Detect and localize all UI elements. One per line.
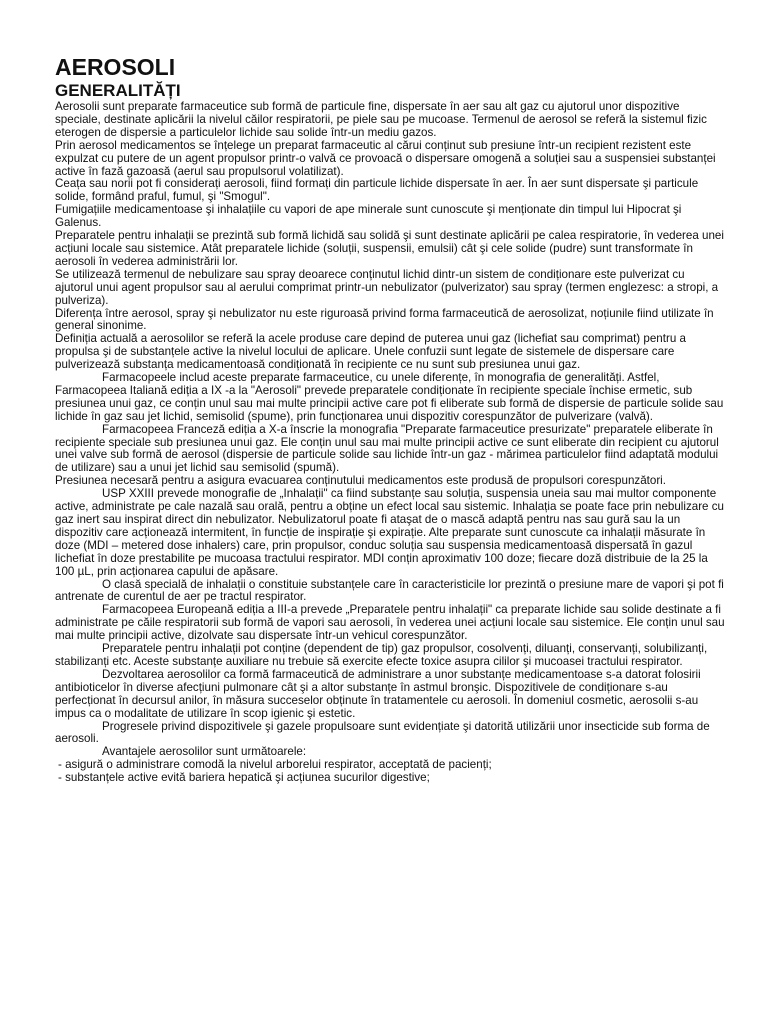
document-page — [55, 54, 725, 785]
paragraph: Farmacopeea Franceză ediția a X-a înscrie la monografia "Preparate farmaceutice presurizate" preparatele eliberate în recipiente speciale sub presiunea unui gaz. Ele conțin unul sau mai multe principii active ce sunt eliberate din recipient cu ajutorul unei valve sub formă de aerosol (dispersie de particule solide sau lichide într-un gaz - mărimea particulelor fiind adaptată modului de utilizare) sau a unui jet lichid sau semisolid (spumă). — [55, 422, 719, 475]
paragraph: Progresele privind dispozitivele şi gazele propulsoare sunt evidențiate şi datorită utilizării unor insecticide sub forma de aerosoli. — [55, 719, 710, 746]
paragraph: Aerosolii sunt preparate farmaceutice sub formă de particule fine, dispersate în aer sau alt gaz cu ajutorul unor dispozitive speciale, destinate aplicării la nivelul căilor respiratorii, pe piele sau pe mucoase. Termenul de aerosol se referă la sistemul fizic eterogen de dispersie a particulelor lichide sau solide într-un mediu gazos. — [55, 100, 707, 139]
document-body — [55, 101, 725, 785]
paragraph: Fumigațiile medicamentoase şi inhalațiile cu vapori de ape minerale sunt cunoscute şi menționate din timpul lui Hipocrat şi Galenus. — [55, 203, 682, 230]
document-title: AEROSOLI — [55, 54, 176, 80]
paragraph: Diferența între aerosol, spray şi nebulizator nu este riguroasă privind forma farmaceutică de aerosolizat, noțiunile fiind utilizate în general sinonime. — [55, 306, 714, 333]
paragraph: USP XXIII prevede monografie de „Inhalații" ca fiind substanțe sau soluția, suspensia uneia sau mai multor componente active, administrate pe cale nazală sau orală, pentru a obține un efect local sau sistemic. Inhalația se poate face prin nebulizare cu gaz inert sau inspirat direct din nebulizator. Nebulizatorul poate fi ataşat de o mască adaptă pentru nas sau gură sau la un dispozitiv care acționează intermitent, în funcție de inspirație şi expirație. Alte preparate sunt cunoscute ca inhalații măsurate în doze (MDI – metered dose inhalers) care, prin propulsor, conduc soluția sau suspensia medicamentoasă dispersată în gazul lichefiat în doze prestabilite pe mucoasa tractului respirator. MDI conțin aproximativ 100 doze; fiecare doză distribuie de la 25 la 100 µL, prin acționarea capului de apăsare. — [55, 487, 724, 578]
list-item: - asigură o administrare comodă la nivelul arborelui respirator, acceptată de pacienți; — [58, 758, 492, 772]
paragraph: Farmacopeea Europeană ediția a III-a prevede „Preparatele pentru inhalații" ca preparate lichide sau solide destinate a fi administrate pe căile respiratorii sub formă de vapori sau aerosoli, în vederea unei acțiuni locale sau sistemice. Ele conțin unul sau mai multe principii active, dizolvate sau dispersate într-un vehicul corespunzător. — [55, 603, 725, 643]
section-heading: GENERALITĂȚI — [55, 81, 181, 100]
paragraph: Se utilizează termenul de nebulizare sau spray deoarece conținutul lichid dintr-un sistem de condiționare este pulverizat cu ajutorul unui agent propulsor sau al aerului comprimat printr-un nebulizator (pulverizator) sau spray (termen englezesc: a stropi, a pulveriza). — [55, 267, 719, 307]
paragraph: Preparatele pentru inhalații se prezintă sub formă lichidă sau solidă şi sunt destinate aplicării pe calea respiratorie, în vederea unei acțiuni locale sau sistemice. Atât preparatele lichide (soluții, suspensii, emulsii) cât şi cele solide (pudre) sunt transformate în aerosoli în vederea administrării lor. — [55, 229, 724, 268]
paragraph: Preparatele pentru inhalații pot conține (dependent de tip) gaz propulsor, cosolvenți, diluanți, conservanți, solubilizanți, stabilizanți etc. Aceste substanțe auxiliare nu trebuie să exercite efecte toxice asupra cililor şi mucoasei tractului respirator. — [55, 642, 708, 668]
paragraph: Presiunea necesară pentru a asigura evacuarea conținutului medicamentos este produsă de propulsori corespunzători. — [55, 474, 666, 488]
paragraph: Avantajele aerosolilor sunt următoarele: — [102, 745, 307, 759]
paragraph: Ceața sau norii pot fi considerați aerosoli, fiind formați din particule lichide dispersate în aer. În aer sunt dispersate şi particule solide, formând praful, fumul, şi "Smogul". — [55, 177, 699, 204]
paragraph: O clasă specială de inhalații o constituie substanțele care în caracteristicile lor prezintă o presiune mare de vapori şi pot fi antrenate de curentul de aer pe tractul respirator. — [55, 577, 724, 604]
paragraph: Definiția actuală a aerosolilor se referă la acele produse care depind de puterea unui gaz (lichefiat sau comprimat) pentru a propulsa şi de substanțele active la nivelul locului de aplicare. Unele confuzii sunt legate de sistemele de dispersare care pulverizează substanța medicamentoasă condiționată în recipiente ce nu sunt sub presiunea unui gaz. — [55, 332, 686, 372]
list-item: - substanțele active evită bariera hepatică şi acțiunea sucurilor digestive; — [58, 771, 430, 785]
paragraph: Dezvoltarea aerosolilor ca formă farmaceutică de administrare a unor substanțe medicamentoase s-a datorat folosirii antibioticelor în diverse afecțiuni pulmonare cât şi a altor substanțe în astmul bronşic. Dispozitivele de condiționare s-au perfecționat în decursul anilor, în măsura succeselor obținute în tratamentele cu aerosoli. În domeniul cosmetic, aerosolii s-au impus ca o modalitate de utilizare în scop igienic şi estetic. — [55, 667, 701, 720]
paragraph: Prin aerosol medicamentos se înțelege un preparat farmaceutic al cărui conținut sub presiune într-un recipient rezistent este expulzat cu putere de un agent propulsor printr-o valvă ce provoacă o dispersare omogenă a soluției sau a suspensiei substanței active în fază gazoasă (aerul sau propulsorul volatilizat). — [55, 138, 716, 178]
paragraph: Farmacopeele includ aceste preparate farmaceutice, cu unele diferențe, în monografia de generalități. Astfel, Farmacopeea Italiană ediția a IX -a la "Aerosoli" prevede preparatele condiționate în recipiente speciale închise ermetic, sub presiunea unui gaz, ce conțin unul sau mai multe principii active care pot fi eliberate sub formă de dispersie de particule solide sau lichide în gaz sau jet lichid, semisolid (spume), prin funcționarea unui dispozitiv corespunzător de pulverizare (valvă). — [55, 371, 724, 423]
